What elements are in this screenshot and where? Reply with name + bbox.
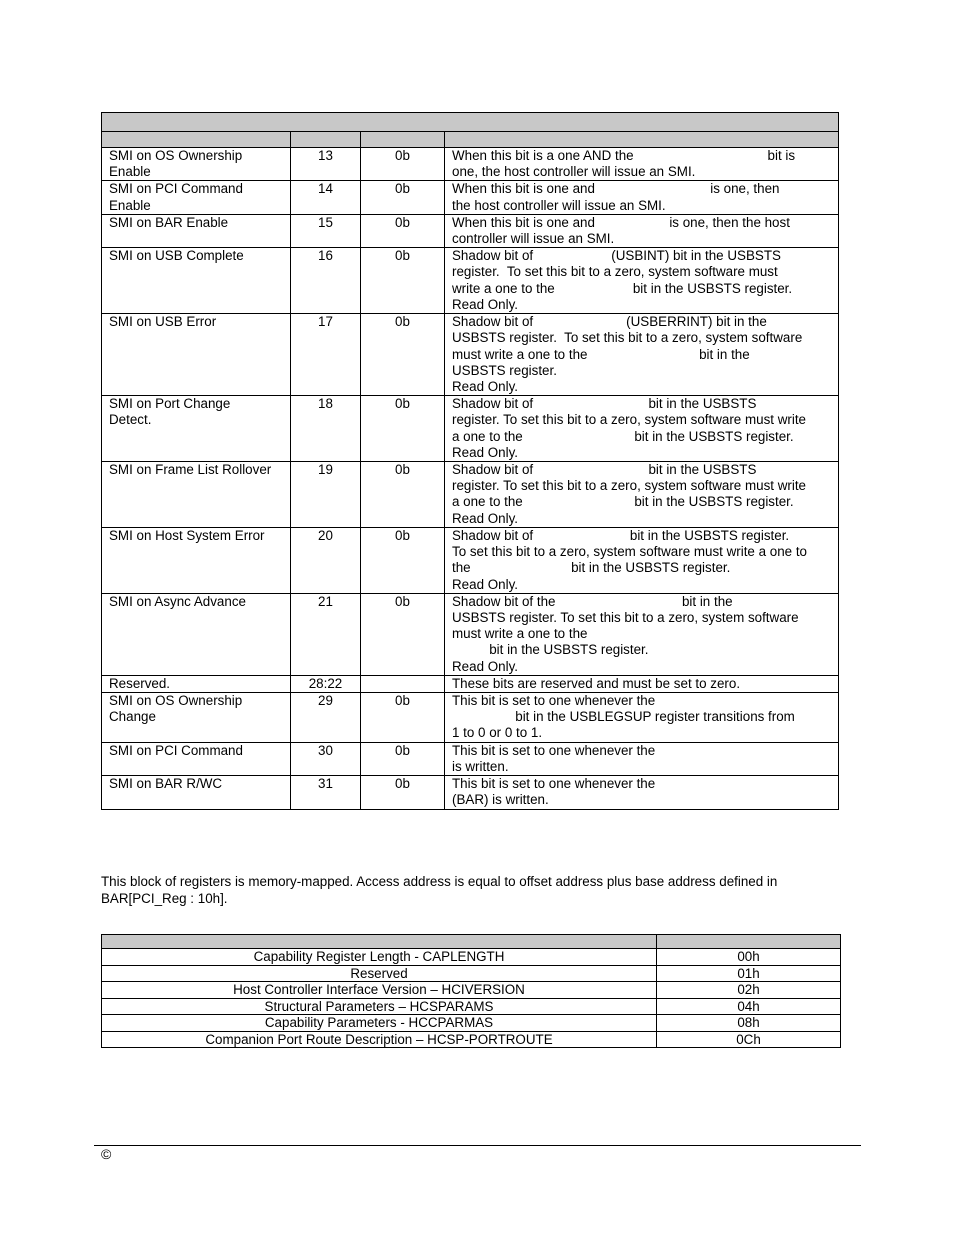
field-description: These bits are reserved and must be set to zero. [445, 675, 839, 692]
field-bit: 29 [291, 693, 361, 743]
register-name: Host Controller Interface Version – HCIVERSION [102, 982, 657, 999]
table-row [102, 593, 839, 675]
register-name: Capability Register Length - CAPLENGTH [102, 949, 657, 966]
table-row [102, 675, 839, 692]
field-description: When this bit is one and is one, then the host controller will issue an SMI. [445, 214, 839, 247]
field-default: 0b [361, 462, 445, 528]
field-description: Shadow bit of the bit in the USBSTS register. To set this bit to a zero, system software must write a one to the bit in the USBSTS register. Read Only. [445, 593, 839, 675]
field-default: 0b [361, 693, 445, 743]
table-row [102, 1015, 841, 1032]
table-row [102, 528, 839, 594]
field-bit: 21 [291, 593, 361, 675]
field-default [361, 675, 445, 692]
field-default: 0b [361, 776, 445, 809]
field-default: 0b [361, 593, 445, 675]
register-offset: 08h [657, 1015, 841, 1032]
field-name: Reserved. [102, 675, 291, 692]
table-row [102, 982, 841, 999]
footer-divider [94, 1145, 861, 1146]
field-description: Shadow bit of (USBERRINT) bit in the USBSTS register. To set this bit to a zero, system software must write a one to the bit in the USBSTS register. Read Only. [445, 314, 839, 396]
field-name: SMI on OS Ownership Enable [102, 148, 291, 181]
field-default: 0b [361, 148, 445, 181]
field-description: This bit is set to one whenever the (BAR) is written. [445, 776, 839, 809]
field-bit: 13 [291, 148, 361, 181]
field-default: 0b [361, 396, 445, 462]
field-name: SMI on Port Change Detect. [102, 396, 291, 462]
field-description: Shadow bit of bit in the USBSTS register. To set this bit to a zero, system software must write a one to the bit in the USBSTS register. Read Only. [445, 528, 839, 594]
table-row [102, 1031, 841, 1048]
field-default: 0b [361, 528, 445, 594]
field-description: Shadow bit of (USBINT) bit in the USBSTS register. To set this bit to a zero, system software must write a one to the bit in the USBSTS register. Read Only. [445, 248, 839, 314]
table-row [102, 248, 839, 314]
field-bit: 17 [291, 314, 361, 396]
register-offset: 04h [657, 998, 841, 1015]
table-row [102, 693, 839, 743]
field-name: SMI on BAR R/WC [102, 776, 291, 809]
field-default: 0b [361, 742, 445, 775]
field-bit: 30 [291, 742, 361, 775]
field-name: SMI on Async Advance [102, 593, 291, 675]
table-title-row [102, 113, 839, 132]
field-default: 0b [361, 181, 445, 214]
register-offset: 0Ch [657, 1031, 841, 1048]
intro-paragraph: This block of registers is memory-mapped. Access address is equal to offset address plus base address defined in BAR[PCI_Reg : 10h]. [101, 874, 778, 906]
table-row [102, 148, 839, 181]
table-row [102, 949, 841, 966]
table-row [102, 965, 841, 982]
field-default: 0b [361, 214, 445, 247]
field-default: 0b [361, 248, 445, 314]
register-offset: 01h [657, 965, 841, 982]
field-bit: 16 [291, 248, 361, 314]
field-default: 0b [361, 314, 445, 396]
capability-register-table [101, 934, 841, 1048]
field-name: SMI on BAR Enable [102, 214, 291, 247]
field-bit: 14 [291, 181, 361, 214]
register-name: Structural Parameters – HCSPARAMS [102, 998, 657, 1015]
table-row [102, 776, 839, 809]
table-header-row [102, 935, 841, 949]
table-row [102, 181, 839, 214]
table-row [102, 462, 839, 528]
field-bit: 19 [291, 462, 361, 528]
field-bit: 18 [291, 396, 361, 462]
field-name: SMI on Host System Error [102, 528, 291, 594]
field-bit: 20 [291, 528, 361, 594]
field-description: This bit is set to one whenever the bit in the USBLEGSUP register transitions from 1 to 0 or 0 to 1. [445, 693, 839, 743]
field-description: When this bit is a one AND the bit is one, the host controller will issue an SMI. [445, 148, 839, 181]
table-row [102, 314, 839, 396]
field-name: SMI on USB Complete [102, 248, 291, 314]
table-row [102, 742, 839, 775]
copyright-symbol: © [101, 1146, 112, 1162]
table-row [102, 396, 839, 462]
table-header-row [102, 132, 839, 148]
field-name: SMI on PCI Command Enable [102, 181, 291, 214]
field-name: SMI on Frame List Rollover [102, 462, 291, 528]
usblegctlsts-field-table [101, 112, 839, 810]
field-bit: 31 [291, 776, 361, 809]
field-name: SMI on PCI Command [102, 742, 291, 775]
register-name: Capability Parameters - HCCPARMAS [102, 1015, 657, 1032]
table-row [102, 998, 841, 1015]
field-bit: 28:22 [291, 675, 361, 692]
field-description: This bit is set to one whenever the is written. [445, 742, 839, 775]
register-offset: 00h [657, 949, 841, 966]
register-name: Reserved [102, 965, 657, 982]
register-name: Companion Port Route Description – HCSP-PORTROUTE [102, 1031, 657, 1048]
field-name: SMI on OS Ownership Change [102, 693, 291, 743]
field-description: Shadow bit of bit in the USBSTS register. To set this bit to a zero, system software must write a one to the bit in the USBSTS register. Read Only. [445, 396, 839, 462]
field-description: When this bit is one and is one, then the host controller will issue an SMI. [445, 181, 839, 214]
table-row [102, 214, 839, 247]
field-bit: 15 [291, 214, 361, 247]
field-description: Shadow bit of bit in the USBSTS register. To set this bit to a zero, system software must write a one to the bit in the USBSTS register. Read Only. [445, 462, 839, 528]
field-name: SMI on USB Error [102, 314, 291, 396]
register-offset: 02h [657, 982, 841, 999]
